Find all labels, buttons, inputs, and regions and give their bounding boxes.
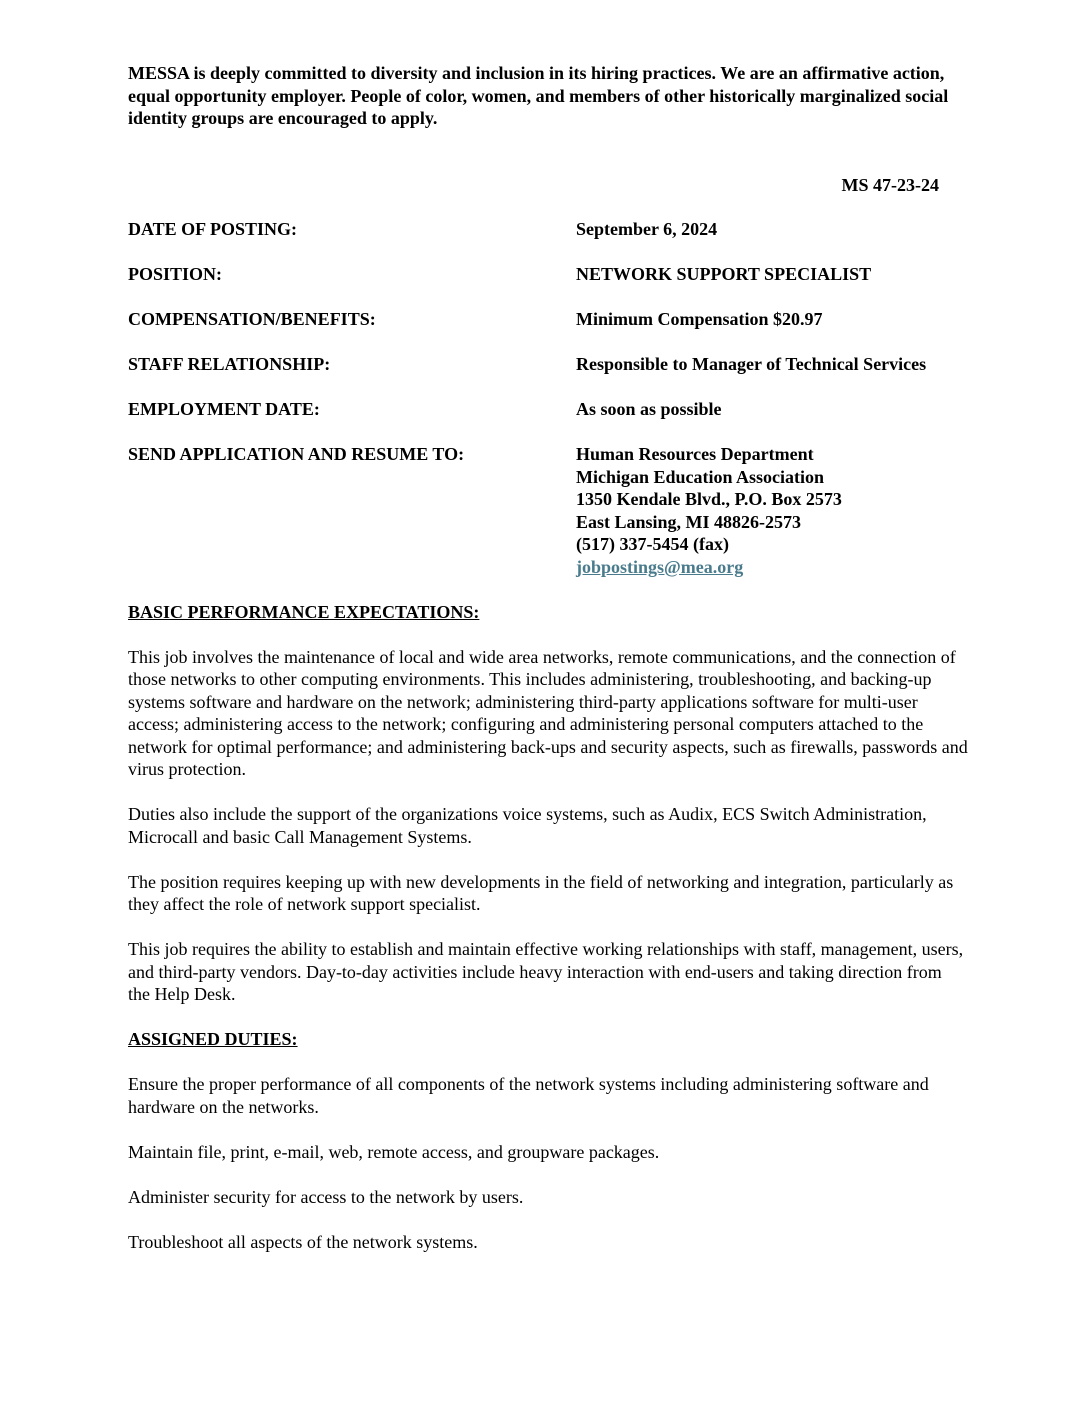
send-application-label: SEND APPLICATION AND RESUME TO:	[128, 444, 465, 464]
staff-relationship-value: Responsible to Manager of Technical Services	[576, 354, 927, 374]
duty-item: Administer security for access to the network by users.	[128, 1186, 524, 1207]
compensation-label: COMPENSATION/BENEFITS:	[128, 309, 376, 329]
address-line-organization: Michigan Education Association	[576, 466, 825, 487]
basic-expectations-heading: BASIC PERFORMANCE EXPECTATIONS:	[128, 601, 480, 622]
basic-paragraph: This job involves the maintenance of local and wide area networks, remote communications, and the connection of those networks to other computing environments. This includes administering, troubleshooting, and backing-up systems software and hardware on the network; administering third-party applications software for multi-user access; administering access to the network; configuring and administering personal computers attached to the network for optimal performance; and administering back-ups and security aspects, such as firewalls, passwords and virus protection.	[128, 646, 968, 779]
address-line-fax: (517) 337-5454 (fax)	[576, 534, 729, 554]
assigned-duties-section	[128, 1028, 968, 1253]
info-row-compensation	[128, 308, 968, 331]
diversity-statement: MESSA is deeply committed to diversity and inclusion in its hiring practices. We are an affirmative action, equal opportunity employer. People of color, women, and members of other historically marginalized social identity groups are encouraged to apply.	[128, 63, 949, 128]
date-of-posting-label: DATE OF POSTING:	[128, 219, 298, 239]
info-row-staff	[128, 353, 968, 376]
duty-item: Ensure the proper performance of all components of the network systems including administering software and hardware on the networks.	[128, 1074, 929, 1117]
staff-relationship-label: STAFF RELATIONSHIP:	[128, 354, 331, 374]
duty-item: Troubleshoot all aspects of the network systems.	[128, 1231, 478, 1252]
document-page	[128, 62, 968, 1253]
date-of-posting-value: September 6, 2024	[576, 219, 718, 239]
duty-item: Maintain file, print, e-mail, web, remote access, and groupware packages.	[128, 1141, 660, 1162]
info-row-date	[128, 218, 968, 241]
position-label: POSITION:	[128, 264, 223, 284]
info-row-position	[128, 263, 968, 286]
posting-code: MS 47-23-24	[841, 174, 939, 195]
posting-info-table	[128, 218, 968, 578]
employment-date-value: As soon as possible	[576, 399, 722, 419]
address-line-street: 1350 Kendale Blvd., P.O. Box 2573	[576, 489, 842, 509]
assigned-duties-heading: ASSIGNED DUTIES:	[128, 1029, 298, 1049]
employment-date-label: EMPLOYMENT DATE:	[128, 399, 320, 419]
basic-paragraph: Duties also include the support of the organizations voice systems, such as Audix, ECS Switch Administration, Microcall and basic Call Management Systems.	[128, 804, 927, 847]
basic-expectations-section	[128, 601, 968, 1006]
info-row-send-to	[128, 443, 968, 578]
basic-paragraph: The position requires keeping up with new developments in the field of networking and integration, particularly as they affect the role of network support specialist.	[128, 871, 954, 914]
info-row-employment	[128, 398, 968, 421]
basic-paragraph: This job requires the ability to establish and maintain effective working relationships with staff, management, users, and third-party vendors. Day-to-day activities include heavy interaction with end-users and taking direction from the Help Desk.	[128, 939, 964, 1004]
position-value: NETWORK SUPPORT SPECIALIST	[576, 264, 872, 284]
compensation-value: Minimum Compensation $20.97	[576, 309, 823, 329]
address-line-city: East Lansing, MI 48826-2573	[576, 511, 802, 532]
mailing-address	[576, 443, 968, 578]
address-line-department: Human Resources Department	[576, 444, 814, 464]
email-link[interactable]: jobpostings@mea.org	[576, 556, 744, 577]
